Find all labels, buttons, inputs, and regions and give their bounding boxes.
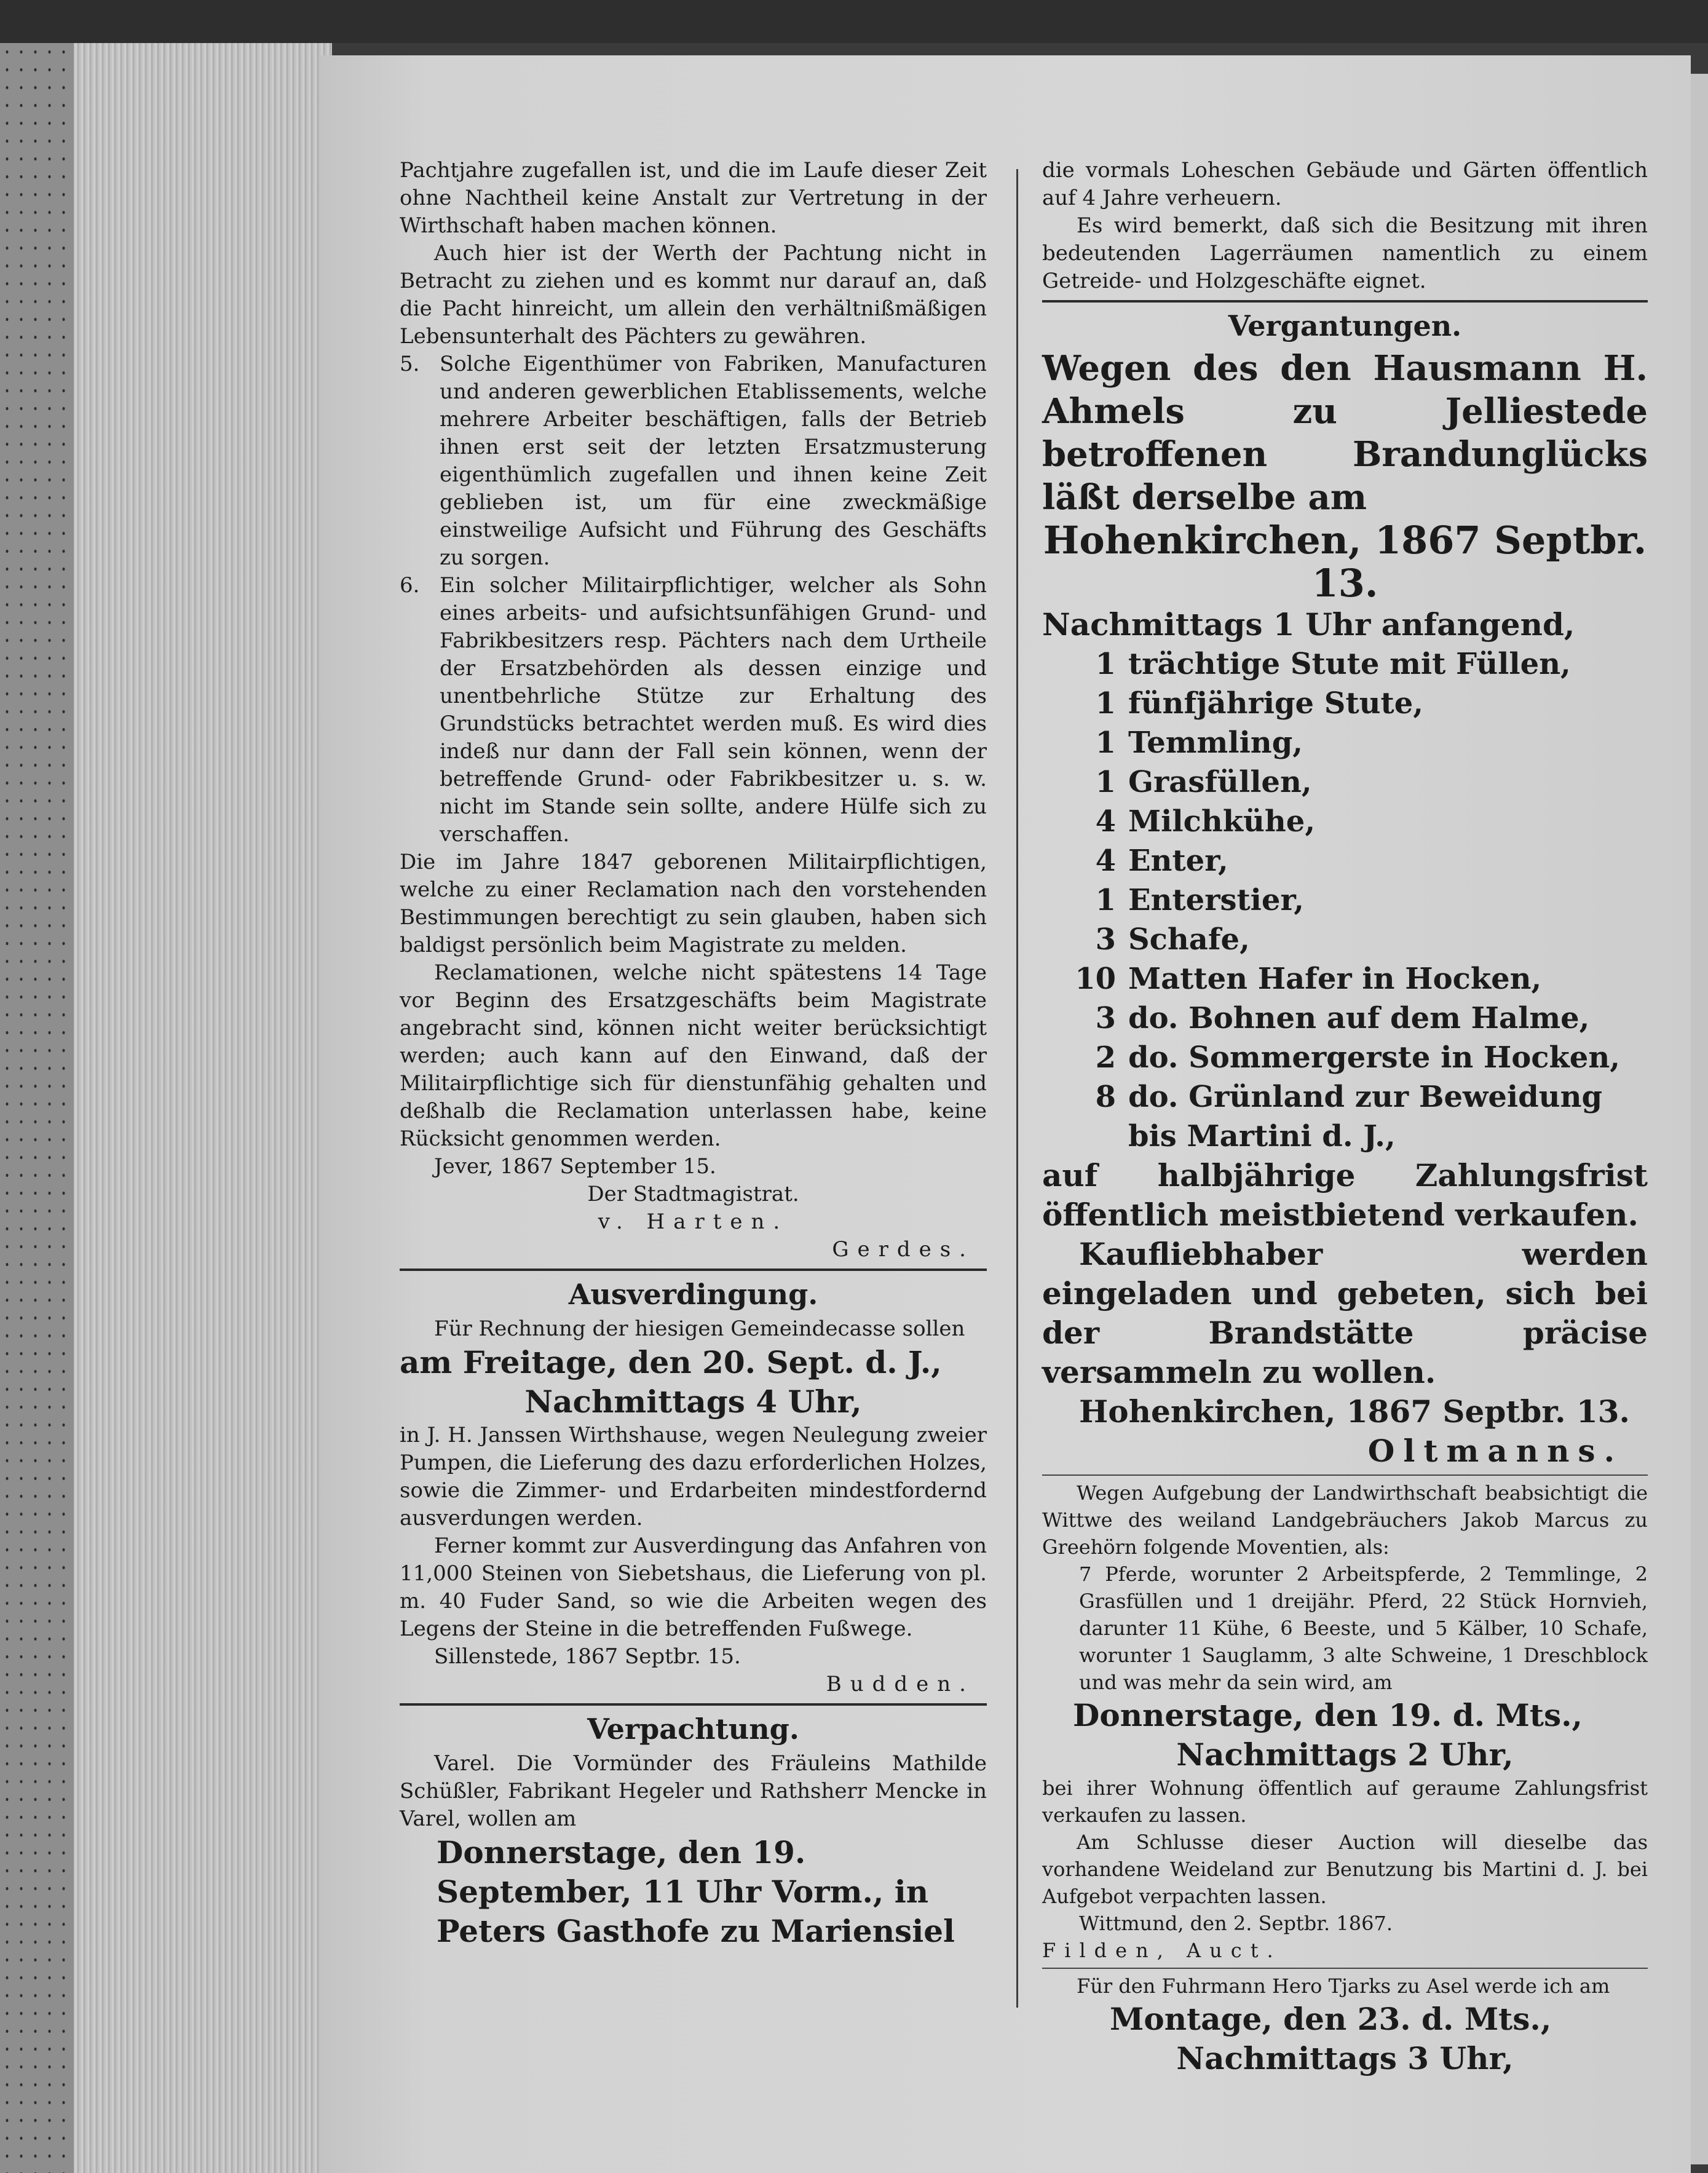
section-rule <box>400 1703 987 1706</box>
item-qty: 3 <box>1095 922 1116 957</box>
notice-body: Für den Fuhrmann Hero Tjarks zu Asel werde ich am <box>1077 1974 1610 1998</box>
vergantungen-notice <box>1042 307 1648 1471</box>
notice-intro: Wegen des den Hausmann H. Ahmels zu Jelliestede betroffenen Brandunglücks läßt derselbe am <box>1042 348 1648 518</box>
notice-date: Donnerstage, den 19. d. Mts., <box>1073 1697 1583 1733</box>
notice-body: Varel. Die Vormünder des Fräuleins Mathilde Schüßler, Fabrikant Hegeler und Rathsherr Mencke in Varel, wollen am <box>400 1751 987 1831</box>
auction-item <box>1042 1077 1648 1156</box>
item-qty: 1 <box>1095 883 1116 917</box>
item-qty: 4 <box>1095 804 1116 839</box>
item-qty: 4 <box>1095 844 1116 878</box>
item-text: do. Bohnen auf dem Halme, <box>1128 1001 1590 1035</box>
item-text: trächtige Stute mit Füllen, <box>1128 647 1571 681</box>
notice-body: Ferner kommt zur Ausverdingung das Anfahren von 11,000 Steinen von Siebetshaus, die Lieferung von pl. m. 40 Fuder Sand, so wie die Arbeiten wegen des Legens der Steine in die betreffenden Fußwege. <box>400 1534 987 1641</box>
auction-item <box>1042 802 1648 841</box>
list-text: Solche Eigenthümer von Fabriken, Manufacturen und anderen gewerblichen Etablissements, welche mehrere Arbeiter beschäftigen, falls der Betrieb ihnen erst seit der letzten Ersatzmusterung eigenthümlich zugefallen und ihnen keine Zeit geblieben ist, um für eine zweckmäßige einstweilige Aufsicht und Führung des Geschäfts zu sorgen. <box>440 352 987 570</box>
auction-item <box>1042 762 1648 802</box>
signature: Oltmanns. <box>1367 1433 1623 1469</box>
reclamation-paragraph: Reclamationen, welche nicht spätestens 14 Tage vor Beginn des Ersatzgeschäfts beim Magistrate angebracht sind, können nicht weiter berücksichtigt werden; auch kann auf den Einwand, daß der Militairpflichtige sich für dienstunfähig gehalten und deßhalb die Reclamation unterlassen habe, keine Rücksicht genommen werden. <box>400 960 987 1151</box>
item-qty: 1 <box>1095 726 1116 760</box>
item-text: do. Grünland zur Beweidung bis Martini d. J., <box>1128 1080 1603 1154</box>
dateline: Sillenstede, 1867 Septbr. 15. <box>434 1644 741 1669</box>
notice-time: Nachmittags 1 Uhr anfangend, <box>1042 606 1575 643</box>
notice-date: am Freitage, den 20. Sept. d. J., <box>400 1344 942 1380</box>
list-item-6 <box>400 572 987 849</box>
signature: Gerdes. <box>832 1237 975 1262</box>
item-qty: 8 <box>1095 1080 1116 1114</box>
right-column <box>1042 157 1648 2078</box>
auction-item-list <box>1042 644 1648 1156</box>
signature: v. Harten. <box>598 1209 789 1234</box>
auction-item <box>1042 723 1648 762</box>
notice-time: Nachmittags 4 Uhr, <box>524 1383 862 1420</box>
item-text: Matten Hafer in Hocken, <box>1128 962 1542 996</box>
notice-time: Nachmittags 2 Uhr, <box>1176 1736 1514 1773</box>
section-rule <box>400 1269 987 1271</box>
conscripts-1847-paragraph: Die im Jahre 1847 geborenen Militairpflichtigen, welche zu einer Reclamation nach den vorstehenden Bestimmungen berechtigt zu sein glauben, haben sich baldigst persönlich beim Magistrate zu melden. <box>400 850 987 957</box>
section-rule <box>1042 300 1648 303</box>
notice-heading: Ausverdingung. <box>568 1278 818 1311</box>
notice-body: in J. H. Janssen Wirthshause, wegen Neulegung zweier Pumpen, die Lieferung des dazu erforderlichen Holzes, sowie die Zimmer- und Erdarbeiten mindestfordernd ausverdungen werden. <box>400 1423 987 1530</box>
dateline: Wittmund, den 2. Septbr. 1867. <box>1079 1912 1393 1935</box>
pacht-paragraph: Auch hier ist der Werth der Pachtung nicht in Betracht zu ziehen und es kommt nur darauf an, daß die Pacht hinreicht, um allein den verhältnißmäßigen Lebensunterhalt des Pächters zu gewähren. <box>400 241 987 349</box>
notice-body: Am Schlusse dieser Auction will dieselbe das vorhandene Weideland zur Benutzung bis Martini d. J. bei Aufgebot verpachten lassen. <box>1042 1831 1648 1908</box>
notice-date: Montage, den 23. d. Mts., <box>1110 2001 1552 2037</box>
section-rule <box>1042 1474 1648 1476</box>
item-text: Enterstier, <box>1128 883 1304 917</box>
item-text: do. Sommergerste in Hocken, <box>1128 1040 1620 1075</box>
list-item-5 <box>400 350 987 572</box>
authority-line: Der Stadtmagistrat. <box>587 1182 799 1206</box>
item-text: Milchkühe, <box>1128 804 1316 839</box>
signature: Filden, Auct. <box>1042 1939 1282 1962</box>
scan-background <box>0 0 1708 43</box>
auction-item <box>1042 684 1648 723</box>
auction-item <box>1042 999 1648 1038</box>
lohe-note: Es wird bemerkt, daß sich die Besitzung mit ihren bedeutenden Lagerräumen namentlich zu einem Getreide- und Holzgeschäfte eignet. <box>1042 213 1648 293</box>
item-qty: 1 <box>1095 765 1116 799</box>
item-text: Temmling, <box>1128 726 1303 760</box>
item-text: Enter, <box>1128 844 1228 878</box>
item-qty: 1 <box>1095 686 1116 721</box>
lohe-paragraph: die vormals Loheschen Gebäude und Gärten öffentlich auf 4 Jahre verheuern. <box>1042 158 1648 210</box>
livestock-list: 7 Pferde, worunter 2 Arbeitspferde, 2 Temmlinge, 2 Grasfüllen und 1 dreijähr. Pferd, 22 Stück Hornvieh, darunter 11 Kühe, 6 Beeste, und 5 Kälber, 10 Schafe, worunter 1 Sauglamm, 3 alte Schweine, 1 Dreschblock und was mehr da sein wird, am <box>1079 1562 1648 1694</box>
notice-closing: auf halbjährige Zahlungsfrist öffentlich meistbietend verkaufen. <box>1042 1157 1648 1233</box>
auction-item <box>1042 644 1648 684</box>
left-column <box>400 157 987 1951</box>
list-text: Ein solcher Militairpflichtiger, welcher als Sohn eines arbeits- und aufsichtsunfähigen Grund- und Fabrikbesitzers resp. Pächters nach dem Urtheile der Ersatzbehörden als dessen einzige und unentbehrliche Stütze zur Erhaltung des Grundstücks betrachtet werden muß. Es wird dies indeß nur dann der Fall sein können, wenn der betreffende Grund- oder Fabrikbesitzer u. s. w. nicht im Stande sein sollte, andere Hülfe sich zu verschaffen. <box>440 573 987 847</box>
dateline: Hohenkirchen, 1867 Septbr. 13. <box>1079 1393 1630 1430</box>
notice-heading: Vergantungen. <box>1228 309 1462 342</box>
auction-item <box>1042 841 1648 881</box>
asel-notice <box>1042 1973 1648 2078</box>
column-divider <box>1016 169 1018 2008</box>
item-qty: 2 <box>1095 1040 1116 1075</box>
auction-item <box>1042 959 1648 999</box>
notice-body: bei ihrer Wohnung öffentlich auf geraume Zahlungsfrist verkaufen zu lassen. <box>1042 1776 1648 1827</box>
item-qty: 3 <box>1095 1001 1116 1035</box>
verpachtung-notice <box>400 1711 987 1951</box>
item-text: Schafe, <box>1128 922 1250 957</box>
notice-body: Wegen Aufgebung der Landwirthschaft beabsichtigt die Wittwe des weiland Landgebräuchers Jakob Marcus zu Greehörn folgende Moventien, als: <box>1042 1481 1648 1559</box>
item-text: fünfjährige Stute, <box>1128 686 1423 721</box>
auction-item <box>1042 920 1648 959</box>
auction-item <box>1042 881 1648 920</box>
list-number: 5. <box>400 352 420 376</box>
ausverdingung-notice <box>400 1276 987 1698</box>
dateline: Jever, 1867 September 15. <box>434 1154 716 1179</box>
notice-date: Donnerstage, den 19. September, 11 Uhr Vorm., in Peters Gasthofe zu Mariensiel <box>437 1834 955 1949</box>
notice-date: Hohenkirchen, 1867 Septbr. 13. <box>1043 518 1647 606</box>
section-rule <box>1042 1968 1648 1969</box>
list-number: 6. <box>400 573 420 598</box>
wittmund-notice <box>1042 1479 1648 1964</box>
notice-heading: Verpachtung. <box>587 1712 799 1746</box>
auction-item <box>1042 1038 1648 1077</box>
intro-paragraph: Pachtjahre zugefallen ist, und die im Laufe dieser Zeit ohne Nachtheil keine Anstalt zur Vertretung in der Wirthschaft haben machen können. <box>400 158 987 238</box>
item-qty: 10 <box>1075 962 1116 996</box>
signature: Budden. <box>826 1672 975 1696</box>
notice-time: Nachmittags 3 Uhr, <box>1176 2040 1514 2076</box>
item-qty: 1 <box>1095 647 1116 681</box>
notice-intro: Für Rechnung der hiesigen Gemeindecasse sollen <box>434 1316 965 1341</box>
notice-invitation: Kaufliebhaber werden eingeladen und gebeten, sich bei der Brandstätte präcise versammeln zu wollen. <box>1042 1236 1648 1390</box>
page-stack-edge <box>74 43 332 2173</box>
item-text: Grasfüllen, <box>1128 765 1312 799</box>
